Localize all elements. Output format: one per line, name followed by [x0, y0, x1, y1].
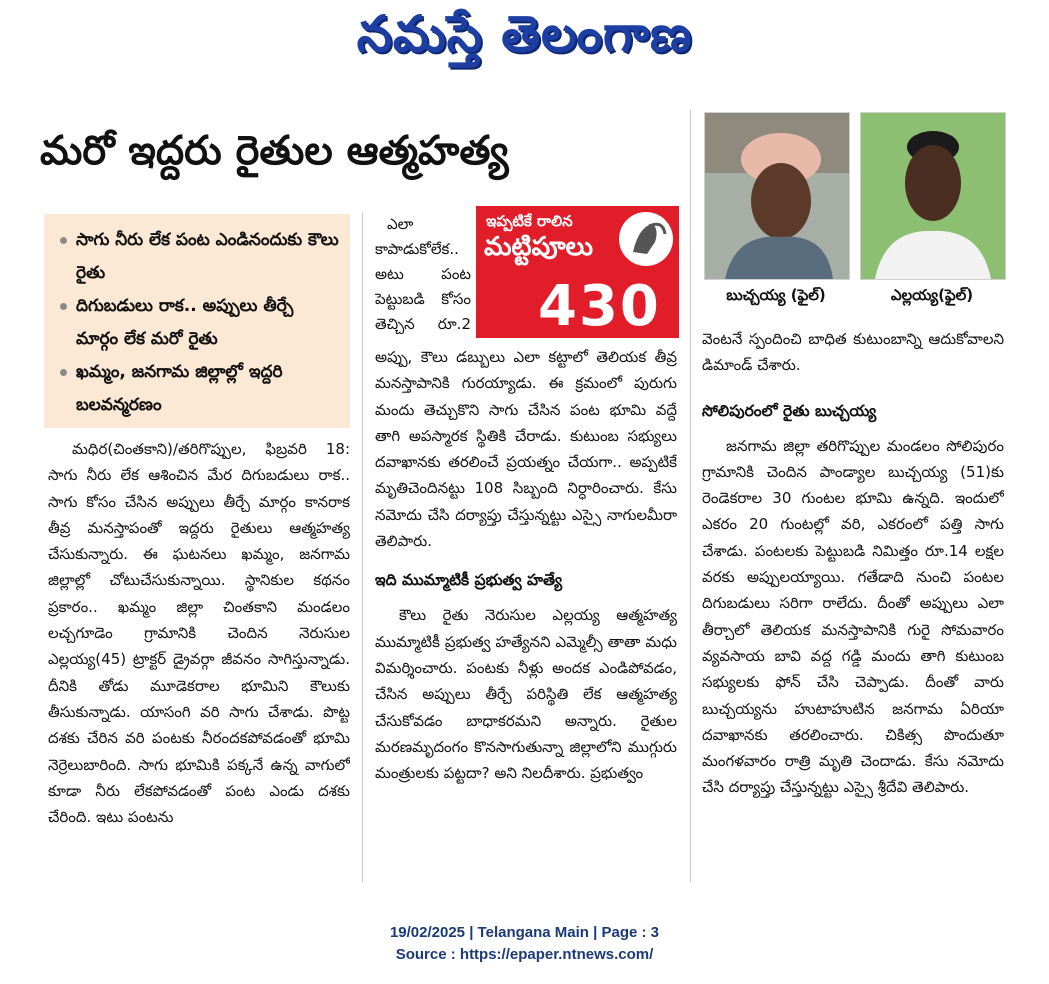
article-column-2 [375, 344, 677, 882]
article-paragraph: మధిర(చింతకాని)/తరిగొప్పుల, ఫిబ్రవరి 18: సాగు నీరు లేక ఆశించిన మేర దిగుబడులు రాక.. సాగు కోసం చేసిన అప్పులు తీర్చే మార్గం కానరాక తీవ్ర మనస్తాపంతో ఇద్దరు రైతులు ఆత్మహత్య చేసుకున్నారు. ఈ ఘటనలు ఖమ్మం, జనగామ జిల్లాల్లో చోటుచేసుకున్నాయి. స్థానికుల కథనం ప్రకారం.. ఖమ్మం జిల్లా చింతకాని మండలం లచ్చగూడెం గ్రామానికి చెందిన నెరుసుల ఎల్లయ్య(45) ట్రాక్టర్ డ్రైవర్గా జీవనం సాగిస్తున్నాడు. దీనికి తోడు మూడెకరాల భూమిని కౌలుకు తీసుకున్నాడు. యాసంగి వరి సాగు చేశాడు. పొట్ట దశకు చేరిన వరి పంటకు నీరందకపోవడంతో భూమి నెర్రెలుబారింది. సాగు భూమికి పక్కనే ఉన్న వాగులో కూడా నీరు లేకపోవడంతో పంట ఎండు దశకు చేరింది. ఇటు పంటను [48, 440, 350, 827]
headline: మరో ఇద్దరు రైతుల ఆత్మహత్య [40, 128, 509, 174]
photo-yellaiah [860, 112, 1006, 280]
photo-caption: బుచ్చయ్య (ఫైల్) [726, 286, 826, 304]
photo-buchaiah [704, 112, 850, 280]
death-count-promo [476, 206, 679, 338]
highlight-item [54, 290, 340, 356]
highlight-item [54, 224, 340, 290]
highlight-text: దిగుబడులు రాక.. అప్పులు తీర్చే మార్గం లేక మరో రైతు [76, 296, 294, 349]
article-paragraph: ఎలా కాపాడుకోలేక.. అటు పంట పెట్టుబడి కోసం తెచ్చిన రూ.2 [375, 215, 471, 333]
highlights-box [44, 214, 350, 428]
promo-main-label: మట్టిపూలు [484, 232, 594, 262]
promo-count: 430 [538, 274, 661, 338]
masthead: నమస్తే తెలంగాణ [356, 4, 693, 63]
footer-source-line: Source : https://epaper.ntnews.com/ [395, 946, 654, 963]
article-paragraph: జనగామ జిల్లా తరిగొప్పుల మండలం సోలిపురం గ్రామానికి చెందిన పాండ్యాల బుచ్చయ్య (51)కు రెండెకరాల 30 గుంటల భూమి ఉన్నది. ఇందులో ఎకరం 20 గుంటల్లో వరి, ఎకరంలో పత్తి సాగు చేశాడు. పంటలకు పెట్టుబడి నిమిత్తం రూ.14 లక్షల వరకు అప్పులయ్యాయి. గతేడాది నుంచి పంటల దిగుబడులు సరిగా రాలేదు. దీంతో అప్పులు ఎలా తీర్చాలో తెలియక మనస్తాపానికి గురై సోమవారం వ్యవసాయ బావి వద్ద గడ్డి మందు తాగి కుటుంబ సభ్యులకు ఫోన్ చేసి చెప్పాడు. దీంతో వారు బుచ్చయ్యను హుటాహుటిన జనగామ ఏరియా దవాఖానకు తరలించారు. చికిత్స పొందుతూ మంగళవారం రాత్రి మృతి చెందాడు. కేసు నమోదు చేసి దర్యాప్తు చేస్తున్నట్టు ఎస్సై శ్రీదేవి తెలిపారు. [702, 436, 1004, 797]
article-column-3 [702, 326, 1004, 882]
column-divider [690, 110, 691, 882]
article-paragraph: అప్పు, కౌలు డబ్బులు ఎలా కట్టాలో తెలియక తీవ్ర మనస్తాపానికి గురయ్యాడు. ఈ క్రమంలో పురుగు మందు తెచ్చుకొని సాగు చేసిన పంట భూమి వద్దే తాగి అపస్మారక స్థితికి చేరాడు. కుటుంబ సభ్యులు దవాఖానకు తరలించే ప్రయత్నం చేయగా.. అప్పటికే మృతిచెందినట్టు 108 సిబ్బంది నిర్ధారించారు. కేసు నమోదు చేసి దర్యాప్తు చేస్తున్నట్టు ఎస్సై నాగులమీరా తెలిపారు. [375, 348, 677, 551]
subheading: సోలిపురంలో రైతు బుచ్చయ్య [702, 401, 877, 420]
photo-caption: ఎల్లయ్య(ఫైల్) [890, 286, 974, 304]
bullet-icon [60, 237, 67, 244]
article-paragraph: వెంటనే స్పందించి బాధిత కుటుంబాన్ని ఆదుకోవాలని డిమాండ్ చేశారు. [702, 330, 1004, 375]
article-paragraph: కౌలు రైతు నెరుసుల ఎల్లయ్య ఆత్మహత్య ముమ్మాటికీ ప్రభుత్వ హత్యేనని ఎమ్మెల్సీ తాతా మధు విమర్శించారు. పంటకు నీళ్లు అందక ఎండిపోవడం, చేసిన అప్పులు తీర్చే పరిస్థితి లేక ఆత్మహత్య చేసుకోవడం బాధాకరమని అన్నారు. రైతుల మరణమృదంగం కొనసాగుతున్నా జిల్లాలోని ముగ్గురు మంత్రులకు పట్టదా? అని నిలదీశారు. ప్రభుత్వం [375, 606, 677, 783]
highlight-text: సాగు నీరు లేక పంట ఎండినందుకు కౌలు రైతు [76, 230, 339, 283]
footer-date-line: 19/02/2025 | Telangana Main | Page : 3 [389, 924, 660, 941]
article-column-1 [48, 436, 350, 882]
column-divider [362, 212, 363, 882]
highlight-text: ఖమ్మం, జనగామ జిల్లాల్లో ఇద్దరి బలవన్మరణం [76, 362, 283, 415]
footer-info [0, 922, 1049, 966]
highlight-item [54, 356, 340, 422]
promo-top-label: ఇప్పటికే రాలిన [486, 212, 573, 230]
farmer-emblem-icon [619, 212, 673, 266]
bullet-icon [60, 369, 67, 376]
article-column-2-top [375, 212, 471, 338]
subheading: ఇది ముమ్మాటికీ ప్రభుత్వ హత్యే [375, 571, 563, 590]
bullet-icon [60, 303, 67, 310]
